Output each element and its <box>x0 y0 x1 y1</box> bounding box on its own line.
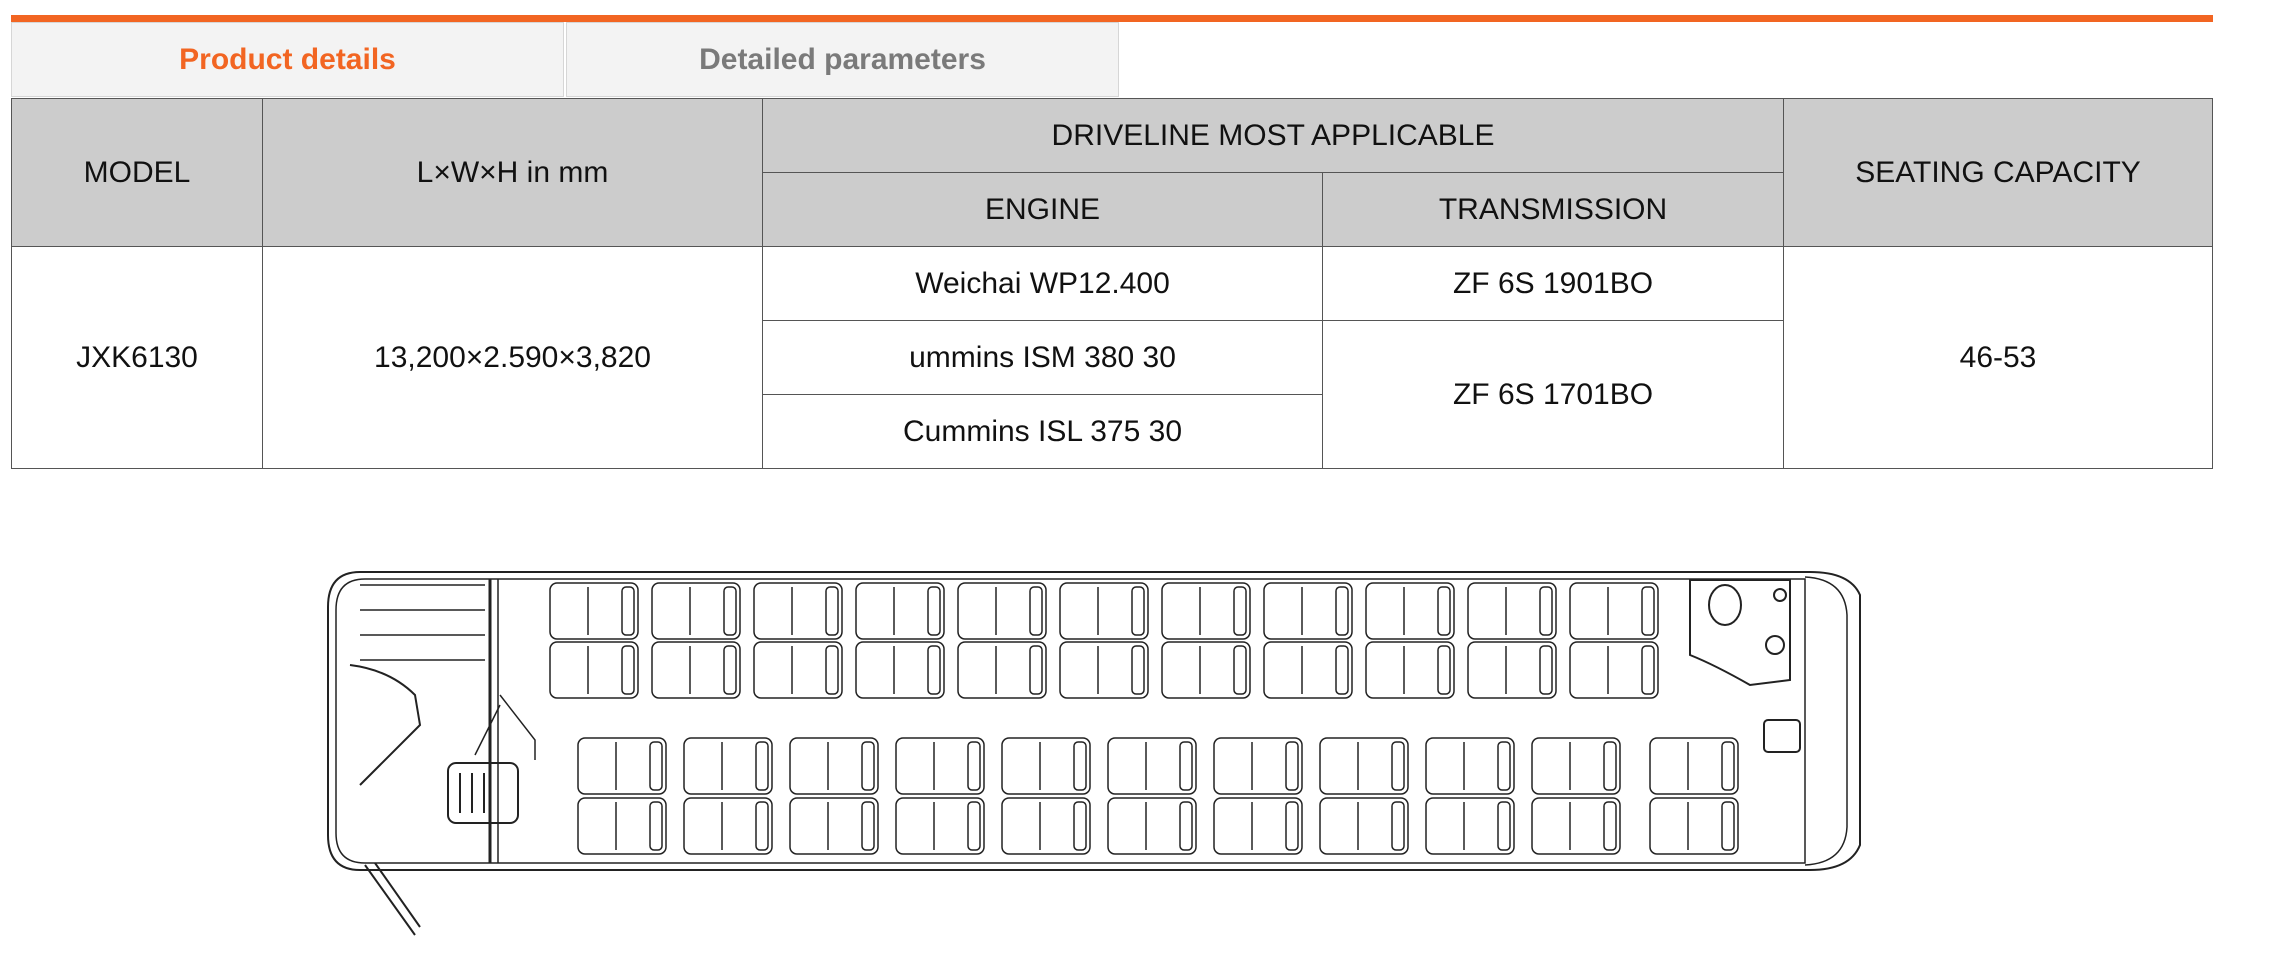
seat-icon <box>550 642 638 698</box>
seat-icon <box>1060 583 1148 639</box>
seat-icon <box>652 642 740 698</box>
seat-icon <box>1002 738 1090 794</box>
spec-table <box>11 98 2213 469</box>
seat-icon <box>958 583 1046 639</box>
seat-icon <box>754 583 842 639</box>
header-dimensions: L×W×H in mm <box>263 99 763 247</box>
seat-icon <box>1320 798 1408 854</box>
seat-icon <box>1060 642 1148 698</box>
seat-icon <box>856 642 944 698</box>
seat-icon <box>1162 642 1250 698</box>
cell-engine-3: Cummins ISL 375 30 <box>763 395 1323 469</box>
seat-icon <box>1162 583 1250 639</box>
seat-icon <box>1320 738 1408 794</box>
bus-rear-cap <box>1805 577 1847 865</box>
header-engine: ENGINE <box>763 173 1323 247</box>
table-header-row <box>12 99 2213 173</box>
seat-icon <box>1264 642 1352 698</box>
seat-icon <box>1426 798 1514 854</box>
cell-model: JXK6130 <box>12 247 263 469</box>
cell-seating-capacity: 46-53 <box>1784 247 2213 469</box>
seat-icon <box>1468 583 1556 639</box>
cell-transmission-2: ZF 6S 1701BO <box>1323 321 1784 469</box>
seat-icon <box>856 583 944 639</box>
header-model: MODEL <box>12 99 263 247</box>
seat-icon <box>754 642 842 698</box>
seat-icon <box>684 798 772 854</box>
seat-icon <box>684 738 772 794</box>
header-driveline: DRIVELINE MOST APPLICABLE <box>763 99 1784 173</box>
toilet-compartment <box>1690 580 1790 685</box>
seat-icon <box>790 738 878 794</box>
seat-icon <box>1108 738 1196 794</box>
seat-icon <box>578 738 666 794</box>
front-door <box>365 863 420 935</box>
seat-icon <box>1532 798 1620 854</box>
seat-icon <box>1214 798 1302 854</box>
seat-icon <box>1650 798 1738 854</box>
seat-icon <box>550 583 638 639</box>
entry-steps <box>360 585 485 660</box>
seat-icon <box>1264 583 1352 639</box>
seat-icon <box>790 798 878 854</box>
cell-engine-2: ummins ISM 380 30 <box>763 321 1323 395</box>
seat-icon <box>1650 738 1738 794</box>
seat-icon <box>1426 738 1514 794</box>
bus-body-inner <box>336 579 1805 863</box>
seat-icon <box>1570 583 1658 639</box>
seat-icon <box>1532 738 1620 794</box>
header-transmission: TRANSMISSION <box>1323 173 1784 247</box>
tab-detailed-parameters[interactable]: Detailed parameters <box>566 22 1119 97</box>
seat-icon <box>1214 738 1302 794</box>
cell-engine-1: Weichai WP12.400 <box>763 247 1323 321</box>
seat-icon <box>578 798 666 854</box>
seat-group-upper <box>550 583 1658 698</box>
seat-group-lower <box>578 738 1738 854</box>
seat-icon <box>1002 798 1090 854</box>
dashboard <box>350 665 420 785</box>
tab-product-details[interactable]: Product details <box>11 22 564 97</box>
seat-icon <box>1570 642 1658 698</box>
seat-icon <box>1108 798 1196 854</box>
seat-icon <box>1366 642 1454 698</box>
seat-icon <box>652 583 740 639</box>
cell-transmission-1: ZF 6S 1901BO <box>1323 247 1784 321</box>
seat-icon <box>896 798 984 854</box>
cell-dimensions: 13,200×2.590×3,820 <box>263 247 763 469</box>
seat-icon <box>896 738 984 794</box>
bus-floorplan-drawing <box>320 555 1865 950</box>
accent-bar <box>11 15 2213 22</box>
driver-seat <box>448 763 518 823</box>
seat-icon <box>1468 642 1556 698</box>
front-partition <box>475 695 535 760</box>
bus-body-outline <box>328 572 1860 870</box>
rear-box <box>1764 720 1800 752</box>
header-seating-capacity: SEATING CAPACITY <box>1784 99 2213 247</box>
seat-icon <box>1366 583 1454 639</box>
table-row <box>12 247 2213 321</box>
seat-icon <box>958 642 1046 698</box>
